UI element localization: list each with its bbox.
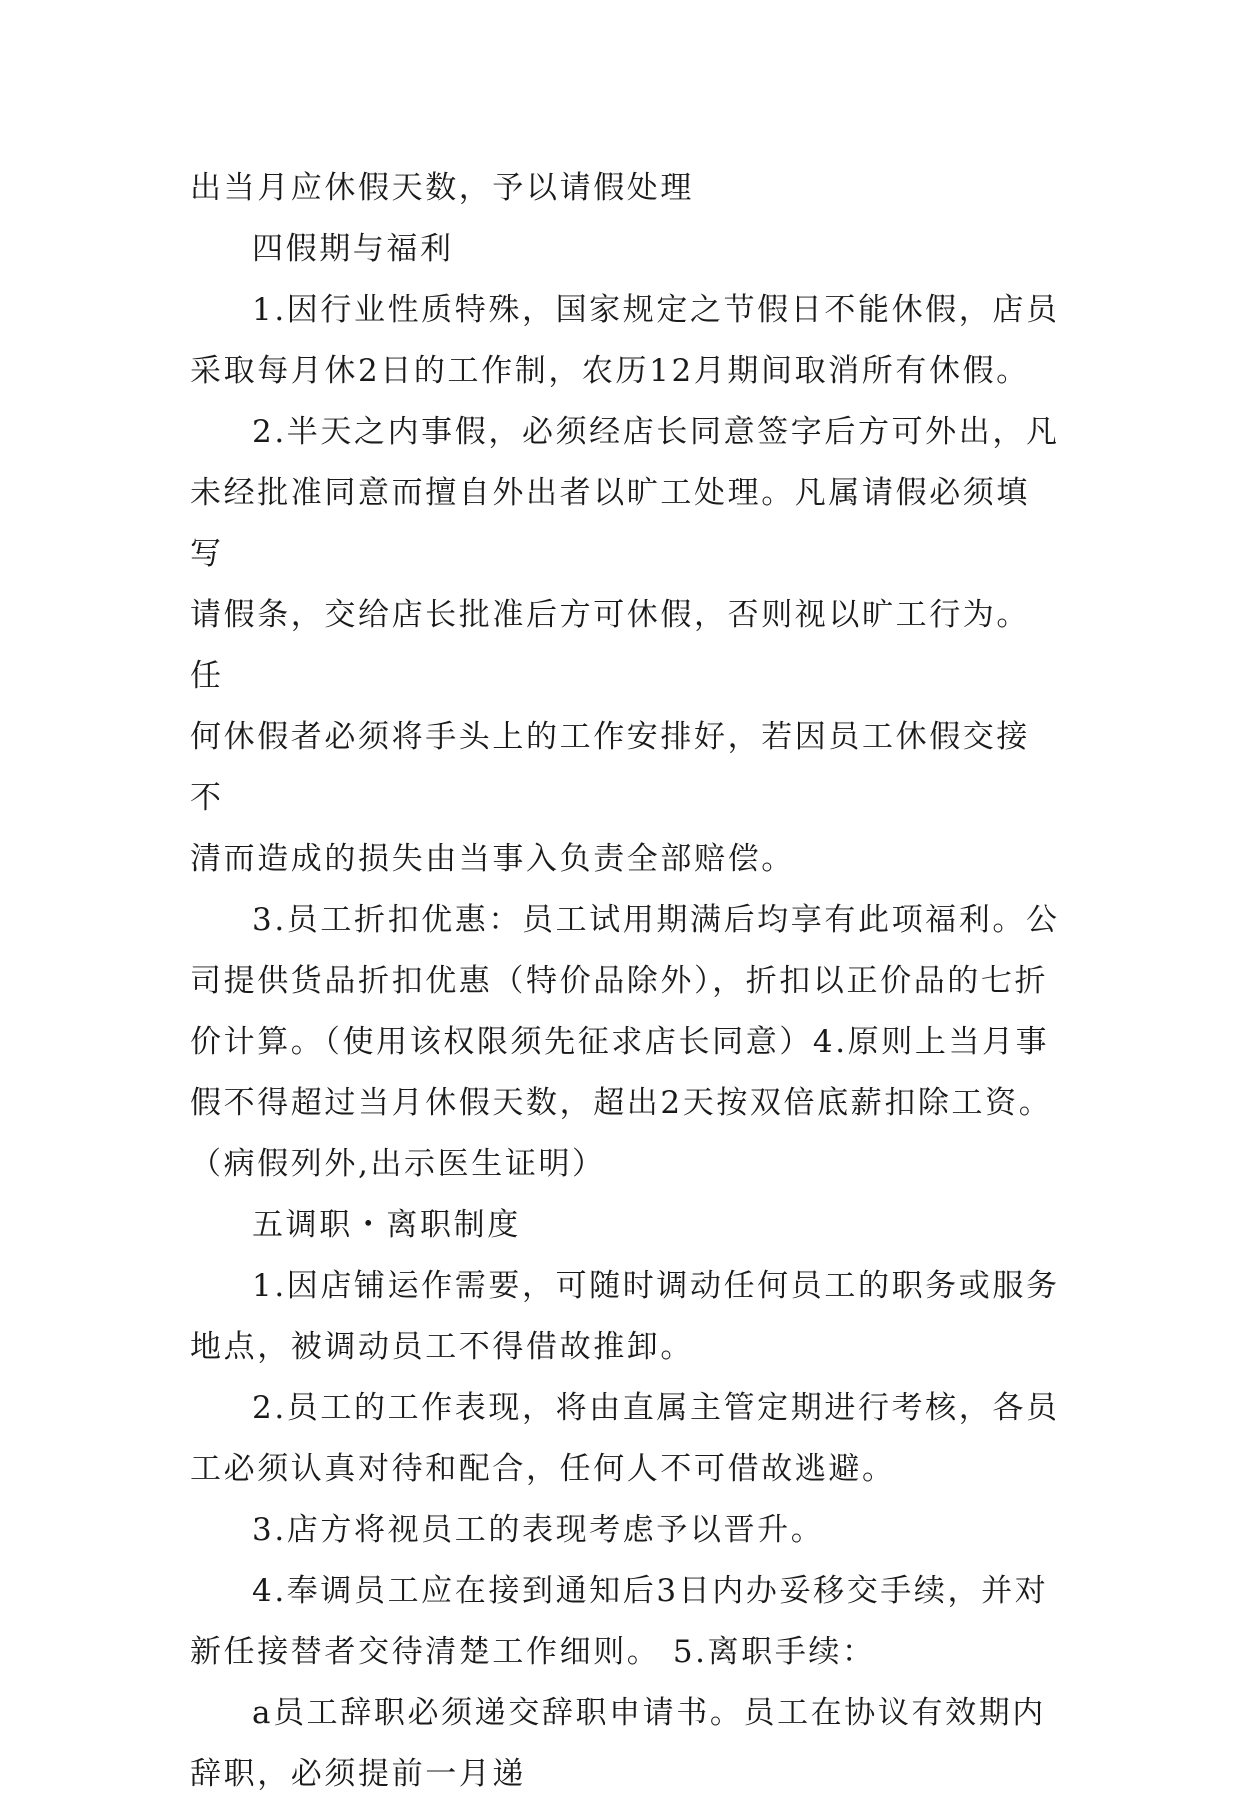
paragraph-resignation-a: a员工辞职必须递交辞职申请书。员工在协议有效期内 辞职，必须提前一月递 bbox=[190, 1695, 1046, 1792]
section-heading-transfer: 五调职・离职制度 bbox=[252, 1207, 521, 1243]
document-body bbox=[190, 158, 1060, 1805]
paragraph-transfer-rule-3: 3.店方将视员工的表现考虑予以晋升。 bbox=[252, 1512, 825, 1548]
paragraph-holiday-rule-1: 1.因行业性质特殊，国家规定之节假日不能休假，店员 采取每月休2日的工作制，农历12月期间取消所有休假。 bbox=[190, 292, 1060, 389]
paragraph-transfer-rule-4: 4.奉调员工应在接到通知后3日内办妥移交手续，并对 新任接替者交待清楚工作细则。 5.离职手续： bbox=[190, 1573, 1049, 1670]
paragraph-holiday-rule-3: 3.员工折扣优惠：员工试用期满后均享有此项福利。公 司提供货品折扣优惠（特价品除外），折扣以正价品的七折 价计算。（使用该权限须先征求店长同意）4.原则上当月事 假不得超过当月休假天数，超出2天按双倍底薪扣除工资。 （病假列外,出示医生证明） bbox=[190, 902, 1060, 1182]
paragraph-holiday-rule-2: 2.半天之内事假，必须经店长同意签字后方可外出，凡 未经批准同意而擅自外出者以旷工处理。凡属请假必须填写 请假条，交给店长批准后方可休假，否则视以旷工行为。任 何休假者必须将手头上的工作安排好，若因员工休假交接不 清而造成的损失由当事入负责全部赔偿。 bbox=[190, 414, 1060, 877]
paragraph-continuation: 出当月应休假天数，予以请假处理 bbox=[190, 170, 694, 206]
section-heading-holidays: 四假期与福利 bbox=[252, 231, 454, 267]
paragraph-transfer-rule-1: 1.因店铺运作需要，可随时调动任何员工的职务或服务 地点，被调动员工不得借故推卸。 bbox=[190, 1268, 1060, 1365]
paragraph-transfer-rule-2: 2.员工的工作表现，将由直属主管定期进行考核，各员 工必须认真对待和配合，任何人不可借故逃避。 bbox=[190, 1390, 1060, 1487]
